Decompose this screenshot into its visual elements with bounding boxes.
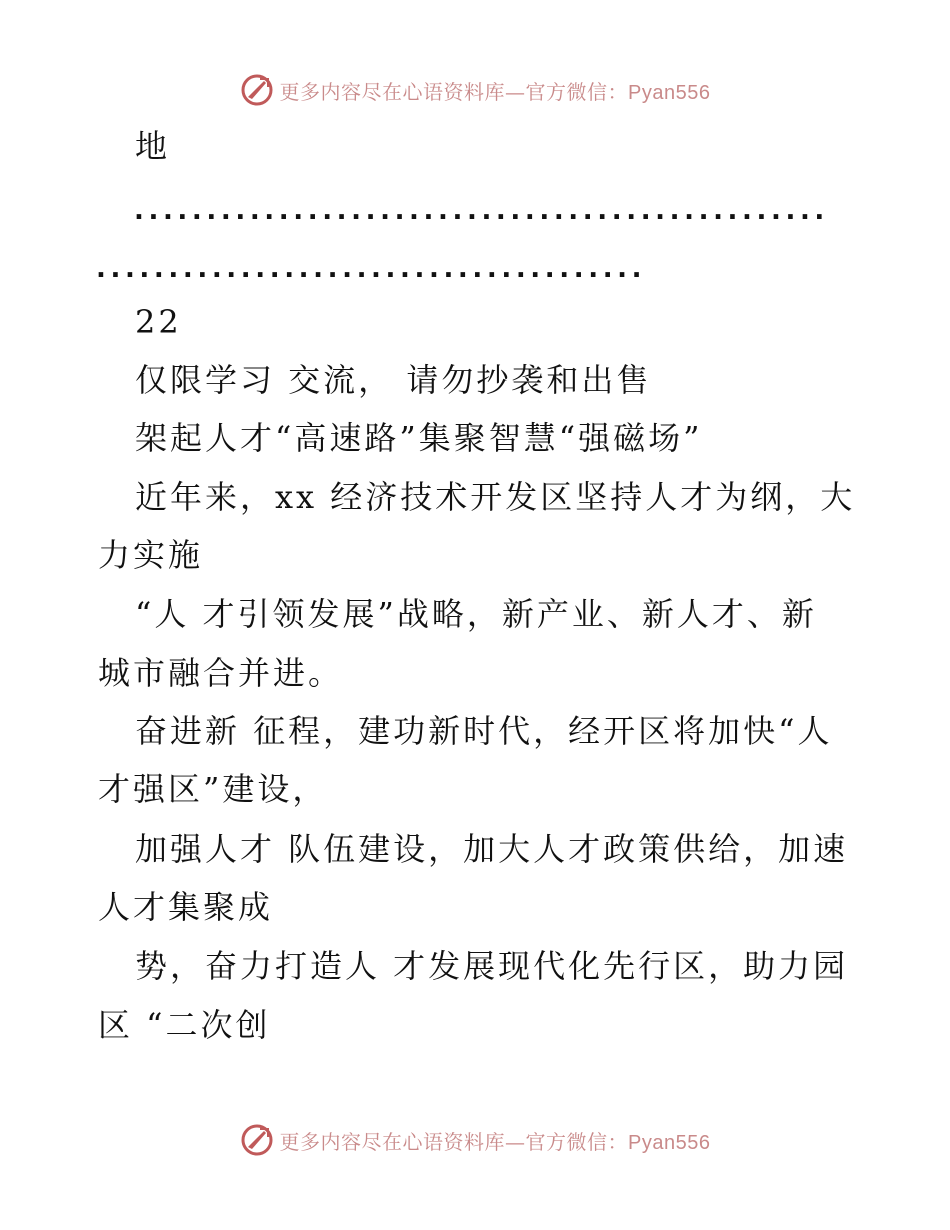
text-line-7: “人 才引领发展”战略，新产业、新人才、新 (135, 595, 817, 633)
text-line-8: 城市融合并进。 (98, 654, 344, 692)
leader-dots-2: ...................................... (96, 254, 647, 284)
text-line-2: 22 (135, 303, 182, 341)
text-line-6: 力实施 (98, 536, 204, 574)
text-line-13: 势，奋力打造人 才发展现代化先行区，助力园 (135, 947, 849, 985)
text-line-9: 奋进新 征程，建功新时代，经开区将加快“人 (135, 712, 833, 750)
watermark-text: 更多内容尽在心语资料库—官方微信：Pyan556 (279, 79, 711, 104)
text-line-14: 区 “二次创 (98, 1006, 271, 1044)
text-line-11: 加强人才 队伍建设，加大人才政策供给，加速 (135, 830, 849, 868)
watermark-wechat-id: Pyan556 (628, 81, 711, 104)
watermark-wechat-id: Pyan556 (628, 1131, 711, 1154)
quill-logo-icon (240, 1123, 274, 1157)
text-line-1: 地 (135, 127, 171, 165)
leader-dots-1: ................................................ (134, 196, 829, 226)
text-line-3: 仅限学习 交流， 请勿抄袭和出售 (135, 361, 652, 399)
text-line-5: 近年来，xx 经济技术开发区坚持人才为纲，大 (135, 478, 856, 516)
text-line-12: 人才集聚成 (98, 888, 274, 926)
text-line-10: 才强区”建设， (98, 770, 328, 808)
header-watermark (0, 70, 950, 110)
footer-watermark (0, 1120, 950, 1160)
article-title: 架起人才“高速路”集聚智慧“强磁场” (135, 419, 703, 457)
quill-logo-icon (240, 73, 274, 107)
watermark-text: 更多内容尽在心语资料库—官方微信：Pyan556 (279, 1129, 711, 1154)
